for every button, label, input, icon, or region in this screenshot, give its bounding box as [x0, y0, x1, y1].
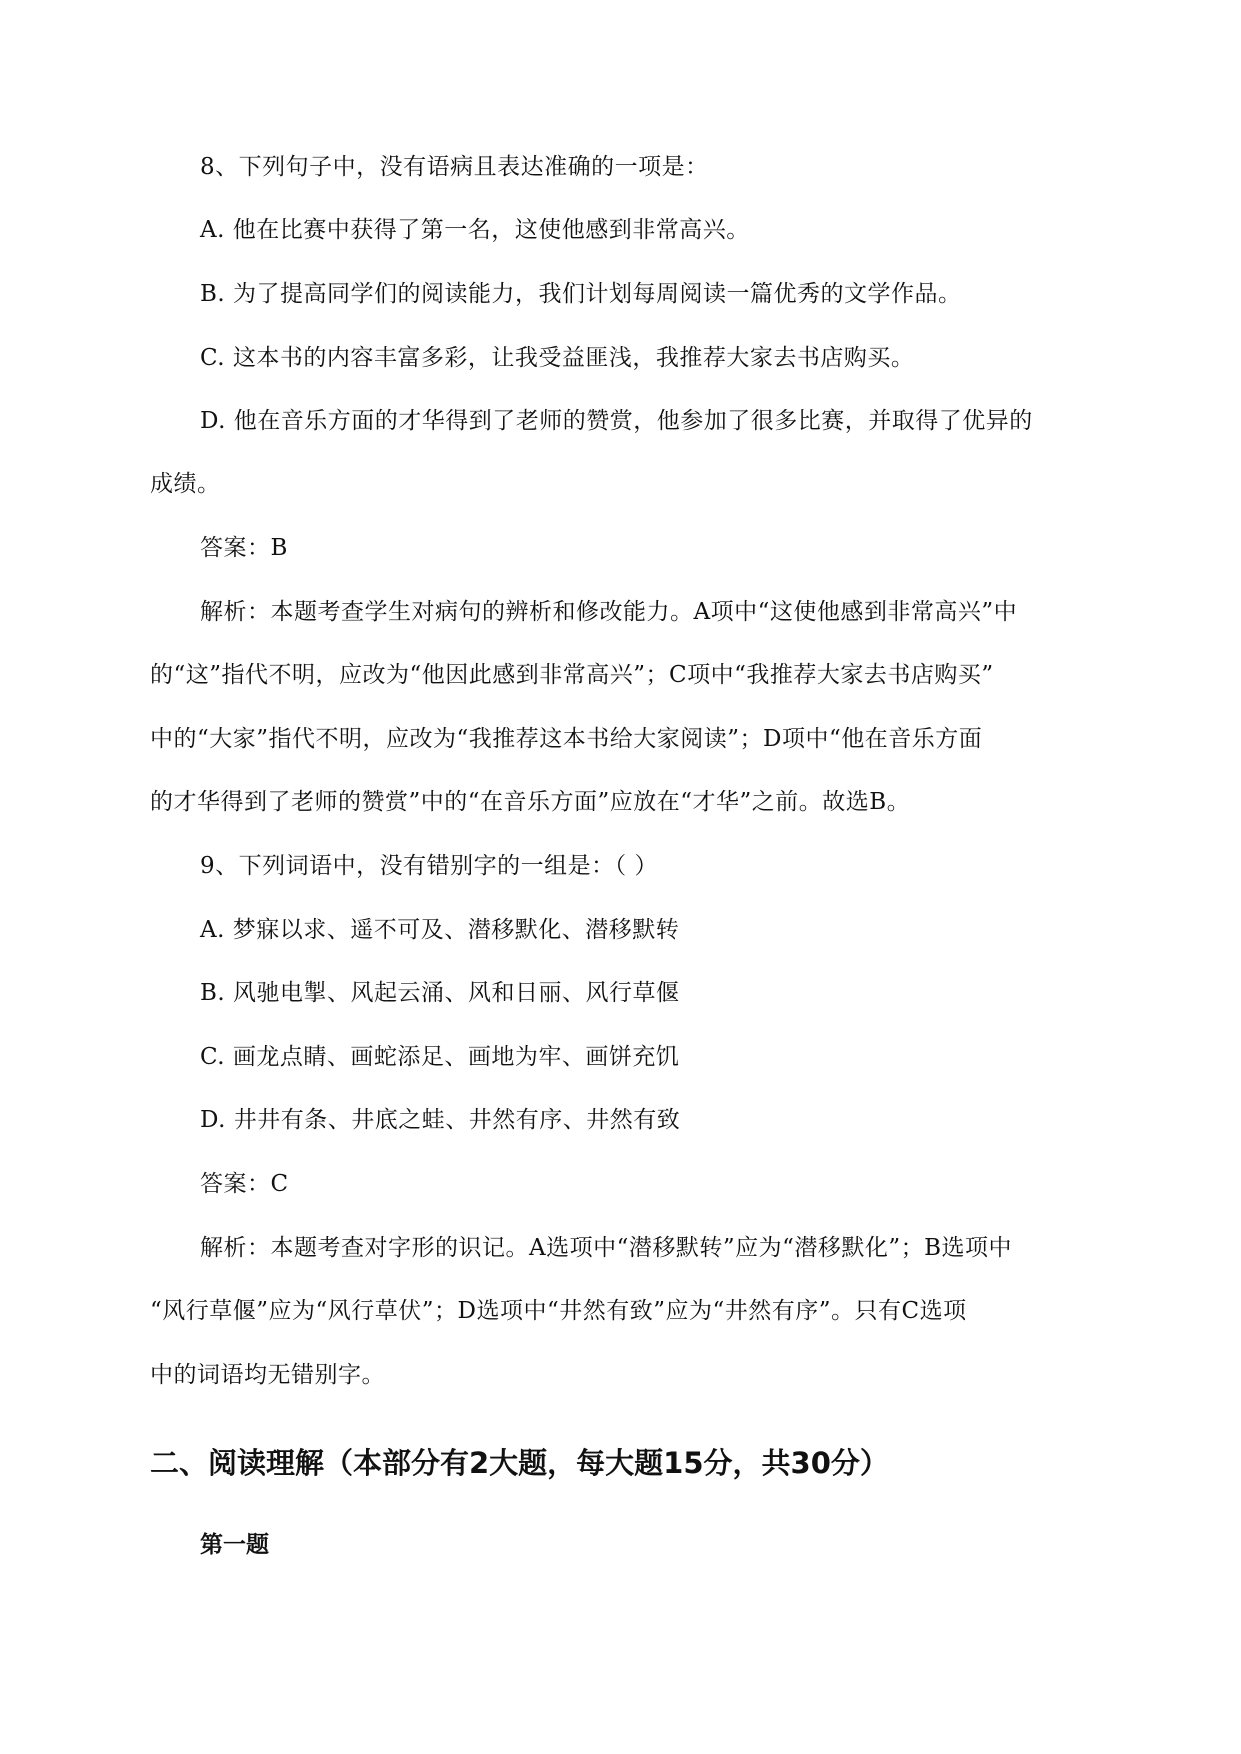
question-8-option-b: B. 为了提高同学们的阅读能力，我们计划每周阅读一篇优秀的文学作品。 — [200, 281, 962, 307]
section-heading-reading-comprehension: 二、阅读理解（本部分有2大题，每大题15分，共30分） — [150, 1446, 889, 1480]
question-8-answer: 答案：B — [200, 535, 288, 561]
question-9-analysis-line-1: 解析：本题考查对字形的识记。A选项中“潜移默转”应为“潜移默化”；B选项中 — [200, 1235, 1013, 1261]
question-9-option-a: A. 梦寐以求、遥不可及、潜移默化、潜移默转 — [200, 917, 680, 943]
sub-heading-first-question: 第一题 — [200, 1532, 269, 1558]
question-8-option-d-continued: 成绩。 — [150, 471, 221, 497]
question-9-option-c: C. 画龙点睛、画蛇添足、画地为牢、画饼充饥 — [200, 1044, 680, 1070]
question-9-option-d: D. 井井有条、井底之蛙、井然有序、井然有致 — [200, 1107, 681, 1133]
question-9-analysis-line-3: 中的词语均无错别字。 — [150, 1362, 385, 1388]
question-8-option-d: D. 他在音乐方面的才华得到了老师的赞赏，他参加了很多比赛，并取得了优异的 — [200, 408, 1033, 434]
question-8-analysis-line-3: 中的“大家”指代不明，应改为“我推荐这本书给大家阅读”；D项中“他在音乐方面 — [150, 726, 983, 752]
question-8-analysis-line-1: 解析：本题考查学生对病句的辨析和修改能力。A项中“这使他感到非常高兴”中 — [200, 599, 1018, 625]
question-8-option-a: A. 他在比赛中获得了第一名，这使他感到非常高兴。 — [200, 217, 750, 243]
question-9-stem: 9、下列词语中，没有错别字的一组是：（ ） — [200, 853, 658, 879]
question-8-option-c: C. 这本书的内容丰富多彩，让我受益匪浅，我推荐大家去书店购买。 — [200, 345, 915, 371]
question-9-option-b: B. 风驰电掣、风起云涌、风和日丽、风行草偃 — [200, 980, 680, 1006]
question-8-analysis-line-2: 的“这”指代不明，应改为“他因此感到非常高兴”；C项中“我推荐大家去书店购买” — [150, 662, 994, 688]
question-8-stem: 8、下列句子中，没有语病且表达准确的一项是： — [200, 154, 709, 180]
question-9-answer: 答案：C — [200, 1171, 289, 1197]
question-8-analysis-line-4: 的才华得到了老师的赞赏”中的“在音乐方面”应放在“才华”之前。故选B。 — [150, 789, 911, 815]
question-9-analysis-line-2: “风行草偃”应为“风行草伏”；D选项中“井然有致”应为“井然有序”。只有C选项 — [150, 1298, 967, 1324]
